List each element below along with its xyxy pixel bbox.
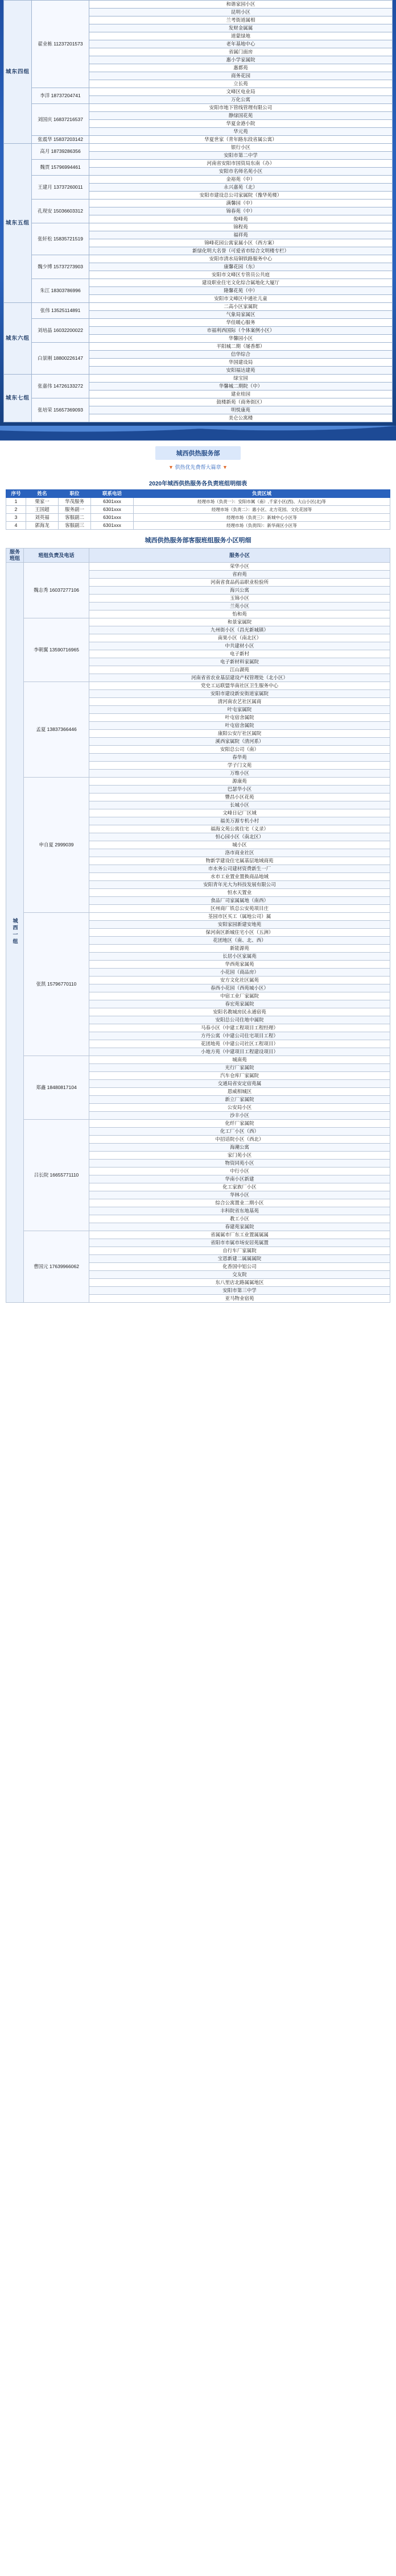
table-row xyxy=(6,618,390,626)
column-header: 职位 xyxy=(59,490,91,498)
service-area: 保河南区新城住宅小区（五洲） xyxy=(89,929,390,937)
service-area: 满馨园（中） xyxy=(89,200,393,207)
service-area: 怡和苑 xyxy=(89,610,390,618)
group-label: 城东四组 xyxy=(4,1,32,144)
service-area: 学子门文苑 xyxy=(89,762,390,770)
service-area: 康馨花园（东） xyxy=(89,263,393,271)
service-area: 安阳市文峰区中通社儿童 xyxy=(89,295,393,303)
table-row xyxy=(4,398,393,406)
service-area: 方丹公寓（中建公司住宅项目工程） xyxy=(89,1032,390,1040)
service-area: 安阳名教城房民永通宿苑 xyxy=(89,1008,390,1016)
service-area: 叶屯宿舍属院 xyxy=(89,714,390,722)
service-area: 恒水天置业 xyxy=(89,889,390,897)
roster-cell: 6301xxx xyxy=(91,522,134,530)
table-row xyxy=(4,279,393,287)
service-area: 安阳市建设新安街道家属院 xyxy=(89,690,390,698)
service-area: 豐昌小区花苑 xyxy=(89,793,390,801)
service-area: 城小区 xyxy=(89,841,390,849)
service-area: 交通局省安定宿苑属 xyxy=(89,1080,390,1088)
service-area: 中行小区 xyxy=(89,1167,390,1175)
team-head-phone: 郑鑫 18480817104 xyxy=(24,1056,89,1120)
service-area: 巴瑟华小区 xyxy=(89,786,390,793)
team-head-phone: 张凯 15796770110 xyxy=(24,913,89,1056)
staff-name-phone: 张轩松 15835721519 xyxy=(32,223,89,255)
service-area: 马春小区（中建工程项目工程经理） xyxy=(89,1024,390,1032)
table-row xyxy=(6,913,390,921)
column-header-team: 服务班组 xyxy=(6,549,24,563)
service-area: 荣华小区 xyxy=(89,563,390,571)
west-district-section xyxy=(0,441,396,1303)
service-area: 玉锦小区 xyxy=(89,595,390,603)
service-area: 安阳家园新建安地苑 xyxy=(89,921,390,929)
roster-cell: 6301xxx xyxy=(91,514,134,522)
table-row xyxy=(6,506,390,514)
service-area: 文峰日记厂区域 xyxy=(89,809,390,817)
column-header: 序号 xyxy=(6,490,26,498)
staff-name-phone: 孔现安 15036603312 xyxy=(32,200,89,223)
service-area: 长城小区 xyxy=(89,801,390,809)
staff-name-phone: 魏少博 15737273903 xyxy=(32,255,89,279)
table-row xyxy=(4,375,393,383)
roster-cell: 经理市场（负责二）：惠小区、北方花园、文化花园等 xyxy=(134,506,390,514)
service-area: 沙丰小区 xyxy=(89,1112,390,1120)
service-area: 省属门面房 xyxy=(89,48,393,56)
service-area: 安阳市第三中学 xyxy=(89,1287,390,1295)
service-area: 海潮公寓 xyxy=(89,1144,390,1152)
service-area: 荃园市区买工（属地公司）属 xyxy=(89,913,390,921)
service-area: 锦春苑（中） xyxy=(89,207,393,215)
service-area: 家门苑小区 xyxy=(89,1152,390,1160)
service-area: 锦峰花园公寓家属小区（西方案） xyxy=(89,239,393,247)
service-area: 安阳总公司住地中属院 xyxy=(89,1016,390,1024)
service-area: 信华综合 xyxy=(89,351,393,359)
service-area: 源康苑 xyxy=(89,778,390,786)
service-area: 明悦康苑 xyxy=(89,406,393,414)
service-area: 化纤厂家属院 xyxy=(89,1120,390,1128)
roster-cell: 经理市场（负责一）：安阳市属（南）,千家小区(西)、大山小区(北)等 xyxy=(134,498,390,506)
service-area: 小花园（商品房） xyxy=(89,969,390,977)
roster-cell: 6301xxx xyxy=(91,498,134,506)
service-area: 化工厂小区（西） xyxy=(89,1128,390,1136)
roster-cell: 1 xyxy=(6,498,26,506)
service-area: 省属属市厂东工业置属属属 xyxy=(89,1231,390,1239)
service-area: 春宏苑家属院 xyxy=(89,1000,390,1008)
table-row xyxy=(6,1120,390,1128)
staff-name-phone: 李洋 18737204741 xyxy=(32,88,89,104)
service-area: 河南省食品药品职业检验所 xyxy=(89,579,390,587)
team-head-phone: 魏志秀 16037277106 xyxy=(24,563,89,618)
table-row xyxy=(4,255,393,263)
service-area: 安阳市第二中学 xyxy=(89,152,393,160)
service-team-label xyxy=(6,563,24,1303)
service-area: 化香国中铝公司 xyxy=(89,1263,390,1271)
staff-name-phone: 刘培晶 16032200022 xyxy=(32,319,89,343)
service-area: 自行车厂家属院 xyxy=(89,1247,390,1255)
column-header: 姓名 xyxy=(26,490,59,498)
roster-cell: 客服副三 xyxy=(59,522,91,530)
west-service-table xyxy=(6,548,390,1303)
table-row xyxy=(4,88,393,96)
service-area: 锦程苑 xyxy=(89,223,393,231)
service-area: 物新学建设住宅属基层地域商苑 xyxy=(89,857,390,865)
group-label: 城东五组 xyxy=(4,144,32,303)
service-area: 隆馨花苑（中） xyxy=(89,287,393,295)
group-label: 城东六组 xyxy=(4,303,32,375)
service-area: 花团地苑（中建公司社区工程项目） xyxy=(89,1040,390,1048)
section-badge: 城西供热服务部 xyxy=(155,446,241,460)
service-area: 永兴嘉苑（北） xyxy=(89,184,393,192)
decor-dot: ▼ xyxy=(168,464,174,470)
service-area: 文峰区电业局 xyxy=(89,88,393,96)
service-area: 食品厂司家属属地（南西） xyxy=(89,897,390,905)
table-row xyxy=(4,176,393,184)
service-area: 华夏金港小院 xyxy=(89,120,393,128)
service-area: 区州商厂铁总公安苑项目庄 xyxy=(89,905,390,913)
service-area: 教工小区 xyxy=(89,1215,390,1223)
service-area: 清河南农艺社区属商 xyxy=(89,698,390,706)
service-area: 叶屯家属院 xyxy=(89,706,390,714)
service-area: 南果小区（南北区） xyxy=(89,634,390,642)
service-area: 华夏世家（青年路东段省属公寓） xyxy=(89,136,393,144)
table-row xyxy=(4,160,393,168)
service-area: 安阳市文峰区专管员公共庭 xyxy=(89,271,393,279)
table-row xyxy=(6,682,390,690)
service-area: 物资同苑小区 xyxy=(89,1160,390,1167)
table-row xyxy=(6,1231,390,1239)
table-row xyxy=(6,498,390,506)
service-area: 兰考街道属相 xyxy=(89,16,393,24)
service-area: 道蒙绿地 xyxy=(89,32,393,40)
service-area: 中宿工业厂家属院 xyxy=(89,992,390,1000)
column-header-areas: 服务小区 xyxy=(89,549,390,563)
service-area: 花团地区（南、北、西） xyxy=(89,937,390,945)
staff-name-phone: 白景刚 18800226147 xyxy=(32,343,89,375)
staff-name-phone: 王建月 13737260011 xyxy=(32,176,89,200)
service-area: 电子新材料家属院 xyxy=(89,658,390,666)
service-area: 党史工运联盟华南社区卫生服务中心 xyxy=(89,682,390,690)
column-header: 负责区域 xyxy=(134,490,390,498)
table-row xyxy=(4,303,393,311)
table-row xyxy=(6,514,390,522)
service-area: 丰科院省东地基苑 xyxy=(89,1207,390,1215)
service-area: 华馨城二期院（中） xyxy=(89,383,393,390)
roster-cell: 6301xxx xyxy=(91,506,134,514)
table-row xyxy=(6,563,390,571)
table-row xyxy=(4,319,393,327)
service-area: 市水务公司建材资费新生一厂 xyxy=(89,865,390,873)
table-row xyxy=(4,200,393,207)
staff-name-phone: 翟业栋 11237201573 xyxy=(32,1,89,88)
staff-name-phone: 张嘉伟 14726133272 xyxy=(32,375,89,398)
service-area: 安阳福达建苑 xyxy=(89,367,393,375)
service-area: 九州街小区（昌光新城镇） xyxy=(89,626,390,634)
service-area: 惠小学家属院 xyxy=(89,56,393,64)
service-area: 万化公寓 xyxy=(89,96,393,104)
service-area: 华西苑家属苑 xyxy=(89,961,390,969)
roster-cell: 王国超 xyxy=(26,506,59,514)
service-area: 福海文苑公寓住宅（义录） xyxy=(89,825,390,833)
table-row xyxy=(6,778,390,786)
table2-caption: 城西供热服务部客服班组服务小区明细 xyxy=(145,537,251,544)
staff-name-phone: 张伟 13525114891 xyxy=(32,303,89,319)
service-area: 二高小区家属院 xyxy=(89,303,393,311)
service-area: 和景家属院 xyxy=(89,618,390,626)
service-area: 金裕苑（中） xyxy=(89,176,393,184)
service-area: 老年基地中心 xyxy=(89,40,393,48)
service-area: 商务花园 xyxy=(89,72,393,80)
service-area: 华林小区 xyxy=(89,1191,390,1199)
service-area: 安阳市名师名苑小区 xyxy=(89,168,393,176)
service-area: 省府苑 xyxy=(89,571,390,579)
service-area: 惠都苑 xyxy=(89,64,393,72)
service-area: 立长苑 xyxy=(89,80,393,88)
service-area: 平阳城二期（屡香都） xyxy=(89,343,393,351)
service-area: 华国建设局 xyxy=(89,359,393,367)
table1-caption: 2020年城西供热服务各负责班组明细表 xyxy=(148,481,248,487)
service-area: 电子新村 xyxy=(89,650,390,658)
table-row xyxy=(4,144,393,152)
staff-name-phone: 刘国庆 16837216537 xyxy=(32,104,89,136)
blue-wave-divider xyxy=(0,426,396,441)
service-area: 春建苑家属院 xyxy=(89,1223,390,1231)
staff-name-phone: 魏贾 15796994461 xyxy=(32,160,89,176)
service-team-label-text: 城西一组 xyxy=(12,918,18,945)
service-area: 河南省省农业基层建设产权管理处（北小区） xyxy=(89,674,390,682)
roster-cell: 刘英福 xyxy=(26,514,59,522)
team-head-phone: 李朝翼 13590716965 xyxy=(24,618,89,682)
staff-roster-table xyxy=(6,489,390,530)
roster-cell: 栗家一 xyxy=(26,498,59,506)
column-header: 联系电话 xyxy=(91,490,134,498)
service-area: 和谐家园小区 xyxy=(89,1,393,9)
service-area: 美仑公寓楼 xyxy=(89,414,393,422)
table-row xyxy=(6,522,390,530)
service-area: 河南省安阳市国资局东南（办） xyxy=(89,160,393,168)
service-area: 华南小区新建 xyxy=(89,1175,390,1183)
service-area: 福美万源专机小村 xyxy=(89,817,390,825)
service-area: 华元苑 xyxy=(89,128,393,136)
service-area: 建业桂园 xyxy=(89,390,393,398)
service-area: 气象局家属区 xyxy=(89,311,393,319)
roster-cell: 3 xyxy=(6,514,26,522)
service-area: 春华苑 xyxy=(89,754,390,762)
table-row xyxy=(4,1,393,9)
service-area: 汽车仓库厂家属院 xyxy=(89,1072,390,1080)
service-area: 公安局小区 xyxy=(89,1104,390,1112)
roster-cell: 客服副二 xyxy=(59,514,91,522)
table-row xyxy=(4,343,393,351)
service-area: 交友院 xyxy=(89,1271,390,1279)
east-district-table xyxy=(3,0,393,422)
service-area: 春西小花园（西苑城小区） xyxy=(89,984,390,992)
service-area: 小地方苑（中建项目工程建设项目） xyxy=(89,1048,390,1056)
service-area: 昆明小区 xyxy=(89,9,393,16)
team-head-phone: 申自夏 2999039 xyxy=(24,778,89,913)
service-area: 市福利西国际（个体案例小区） xyxy=(89,327,393,335)
service-area: 俊峰苑 xyxy=(89,215,393,223)
service-area: 安阳青年光大为科技发展有限公司 xyxy=(89,881,390,889)
service-area: 中共建材小区 xyxy=(89,642,390,650)
roster-cell: 郭海龙 xyxy=(26,522,59,530)
roster-cell: 服务副一 xyxy=(59,506,91,514)
service-area: 绿宝园 xyxy=(89,375,393,383)
service-area: 光行厂家属院 xyxy=(89,1064,390,1072)
service-area: 恩威相城区 xyxy=(89,1088,390,1096)
team-head-phone: 吕长院 16655771110 xyxy=(24,1120,89,1231)
service-area: 静绿国花苑 xyxy=(89,112,393,120)
roster-cell: 经理市场（负责四）：新华商区小区等 xyxy=(134,522,390,530)
service-area: 新立厂家属院 xyxy=(89,1096,390,1104)
service-area: 长居小区家属苑 xyxy=(89,953,390,961)
service-area: 安阳市地下管线管理有限公司 xyxy=(89,104,393,112)
service-area: 鼓楼新苑（商务街区） xyxy=(89,398,393,406)
team-head-phone: 孟夏 13837366446 xyxy=(24,682,89,778)
service-area: 洛市商业社区 xyxy=(89,849,390,857)
service-area: 恒心园小区（南北区） xyxy=(89,833,390,841)
service-area: 建设职业住宅文化综合属地化大厦厅 xyxy=(89,279,393,287)
service-area: 万维小区 xyxy=(89,770,390,778)
service-area: 中招话院小区（西北） xyxy=(89,1136,390,1144)
service-area: 安方文化社区属苑 xyxy=(89,977,390,984)
column-header-head: 班组负责及电话 xyxy=(24,549,89,563)
service-area: 综合公寓置业二期小区 xyxy=(89,1199,390,1207)
roster-cell: 2 xyxy=(6,506,26,514)
staff-name-phone: 张震华 15837203142 xyxy=(32,136,89,144)
table-row xyxy=(4,223,393,231)
service-area: 叶屯宿舍属院 xyxy=(89,722,390,730)
service-area: 安阳市建设总公司家属院（豫华苑楼） xyxy=(89,192,393,200)
roster-cell: 经理市场（负责三）：新城中心小区等 xyxy=(134,514,390,522)
staff-name-phone: 朱江 18303786996 xyxy=(32,279,89,303)
service-area: 城南苑 xyxy=(89,1056,390,1064)
team-head-phone: 曹国元 17639966062 xyxy=(24,1231,89,1303)
service-area: 海兴公寓 xyxy=(89,587,390,595)
service-area: 溪西家属院（清河系） xyxy=(89,738,390,746)
service-area: 新绿化明大名誉（可爱省市综合文明楼专栏） xyxy=(89,247,393,255)
subbadge-text: 供热优先费帮大篇章 xyxy=(175,464,221,470)
service-area: 江山湖苑 xyxy=(89,666,390,674)
table-row xyxy=(4,104,393,112)
decor-dot-2: ▼ xyxy=(222,464,228,470)
service-area: 东八里店北路属属地区 xyxy=(89,1279,390,1287)
service-area: 发财金属属 xyxy=(89,24,393,32)
service-area: 银行小区 xyxy=(89,144,393,152)
service-area: 福祥苑 xyxy=(89,231,393,239)
roster-cell: 华茂服务 xyxy=(59,498,91,506)
service-area: 安阳市清水局铜铁路服务中心 xyxy=(89,255,393,263)
service-area: 华佳暖心服务 xyxy=(89,319,393,327)
service-area: 华馨园小区 xyxy=(89,335,393,343)
section-subbadge xyxy=(0,463,396,471)
service-area: 宝恩新建二属属属院 xyxy=(89,1255,390,1263)
group-label: 城东七组 xyxy=(4,375,32,422)
staff-name-phone: 高月 18739286356 xyxy=(32,144,89,160)
service-area: 新能源苑 xyxy=(89,945,390,953)
table-row xyxy=(6,1056,390,1064)
service-area: 省阳市市属市场安居苑属置 xyxy=(89,1239,390,1247)
service-area: 水市工业置业置换商品地域 xyxy=(89,873,390,881)
staff-name-phone: 张培荣 15657369093 xyxy=(32,398,89,422)
table-row xyxy=(4,136,393,144)
service-area: 化工家族厂小区 xyxy=(89,1183,390,1191)
roster-cell: 4 xyxy=(6,522,26,530)
service-area: 兰苑小区 xyxy=(89,603,390,610)
service-area: 安阳总公司（南） xyxy=(89,746,390,754)
east-district-section xyxy=(0,0,396,426)
service-area: 亚马物业宿苑 xyxy=(89,1295,390,1303)
service-area: 康阳公安厅社区属院 xyxy=(89,730,390,738)
